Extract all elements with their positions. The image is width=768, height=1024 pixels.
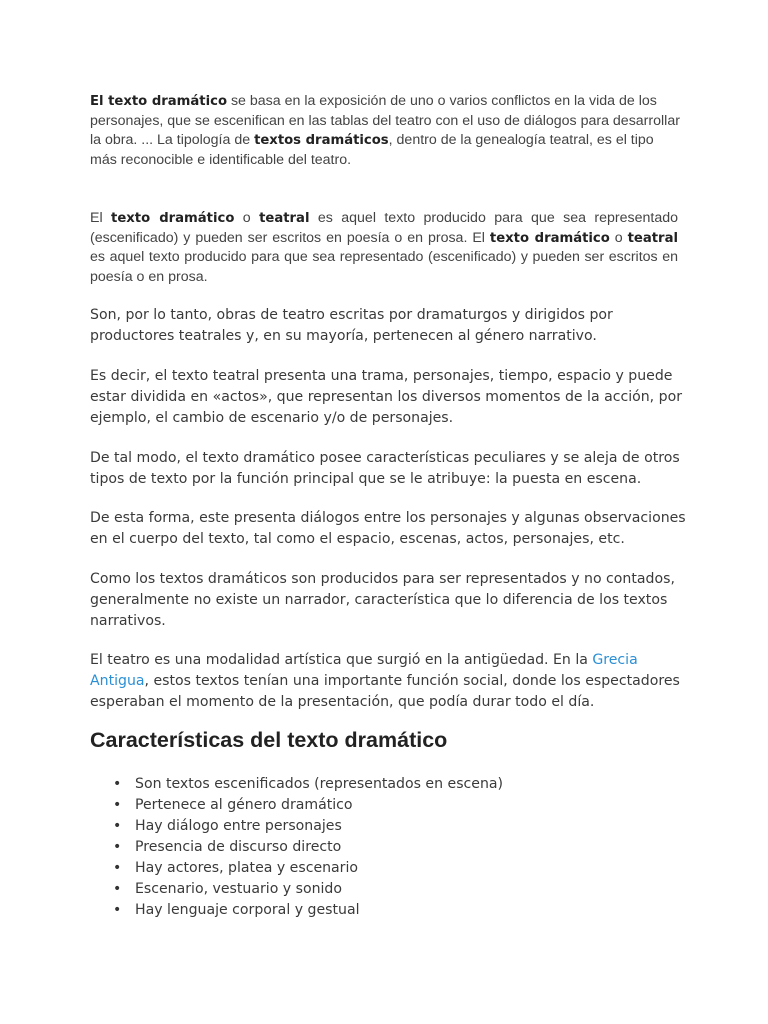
body-paragraph: De tal modo, el texto dramático posee características peculiares y se aleja de otros tipos de texto por la función principal que se le atribuye: la puesta en escena. — [90, 450, 680, 487]
text-run: , estos textos tenían una importante función social, donde los espectadores esperaban el momento de la presentación, que podía durar todo el día. — [90, 673, 680, 710]
bold-term: texto dramático — [489, 230, 610, 246]
list-item: • Son textos escenificados (representados en escena) — [90, 774, 503, 795]
text-run: , dentro de la genealogía teatral, es el tipo más reconocible e identificable del teatro. — [90, 132, 654, 168]
list-item: • Hay lenguaje corporal y gestual — [90, 900, 503, 921]
bold-term: El texto dramático — [90, 94, 228, 109]
text-run: o — [609, 229, 628, 246]
text-run: es aquel texto producido para que sea representado (escenificado) y pueden ser escritos en poesía o en prosa. El — [90, 210, 678, 246]
list-item: • Hay diálogo entre personajes — [90, 816, 503, 837]
text-run: se basa en la exposición de uno o varios conflictos en la vida de los personajes, que se escenifican en las tablas del teatro con el uso de diálogos para desarrollar la obra. ... La tipología de — [90, 93, 680, 148]
body-paragraph: Es decir, el texto teatral presenta una trama, personajes, tiempo, espacio y puede estar dividida en «actos», que representan los diversos momentos de la acción, por ejemplo, el cambio de escenario y/o de personajes. — [90, 368, 682, 426]
list-item: • Escenario, vestuario y sonido — [90, 879, 503, 900]
list-item: • Hay actores, platea y escenario — [90, 858, 503, 879]
characteristics-list — [90, 774, 503, 921]
section-heading: Características del texto dramático — [90, 728, 448, 752]
intro-paragraph — [90, 92, 680, 170]
bold-term: teatral — [627, 230, 678, 246]
bold-term: texto dramático — [111, 211, 235, 226]
text-run: o — [234, 210, 260, 226]
list-item: • Presencia de discurso directo — [90, 837, 503, 858]
text-run: El — [90, 210, 112, 226]
bold-term: textos dramáticos — [254, 133, 389, 148]
bold-term: teatral — [259, 211, 310, 226]
list-item: • Pertenece al género dramático — [90, 795, 503, 816]
body-paragraph: De esta forma, este presenta diálogos entre los personajes y algunas observaciones en el cuerpo del texto, tal como el espacio, escenas, actos, personajes, etc. — [90, 510, 686, 547]
grecia-antigua-link[interactable]: Grecia Antigua — [90, 652, 638, 689]
grecia-paragraph — [90, 650, 690, 713]
body-paragraph: Como los textos dramáticos son producidos para ser representados y no contados, generalmente no existe un narrador, característica que lo diferencia de los textos narrativos. — [90, 571, 675, 629]
text-run: El teatro es una modalidad artística que surgió en la antigüedad. En la — [90, 652, 593, 668]
text-run: es aquel texto producido para que sea representado (escenificado) y pueden ser escritos en poesía o en prosa. — [90, 249, 678, 285]
body-paragraph: Son, por lo tanto, obras de teatro escritas por dramaturgos y dirigidos por productores teatrales y, en su mayoría, pertenecen al género narrativo. — [90, 307, 613, 344]
definition-paragraph — [90, 209, 678, 287]
